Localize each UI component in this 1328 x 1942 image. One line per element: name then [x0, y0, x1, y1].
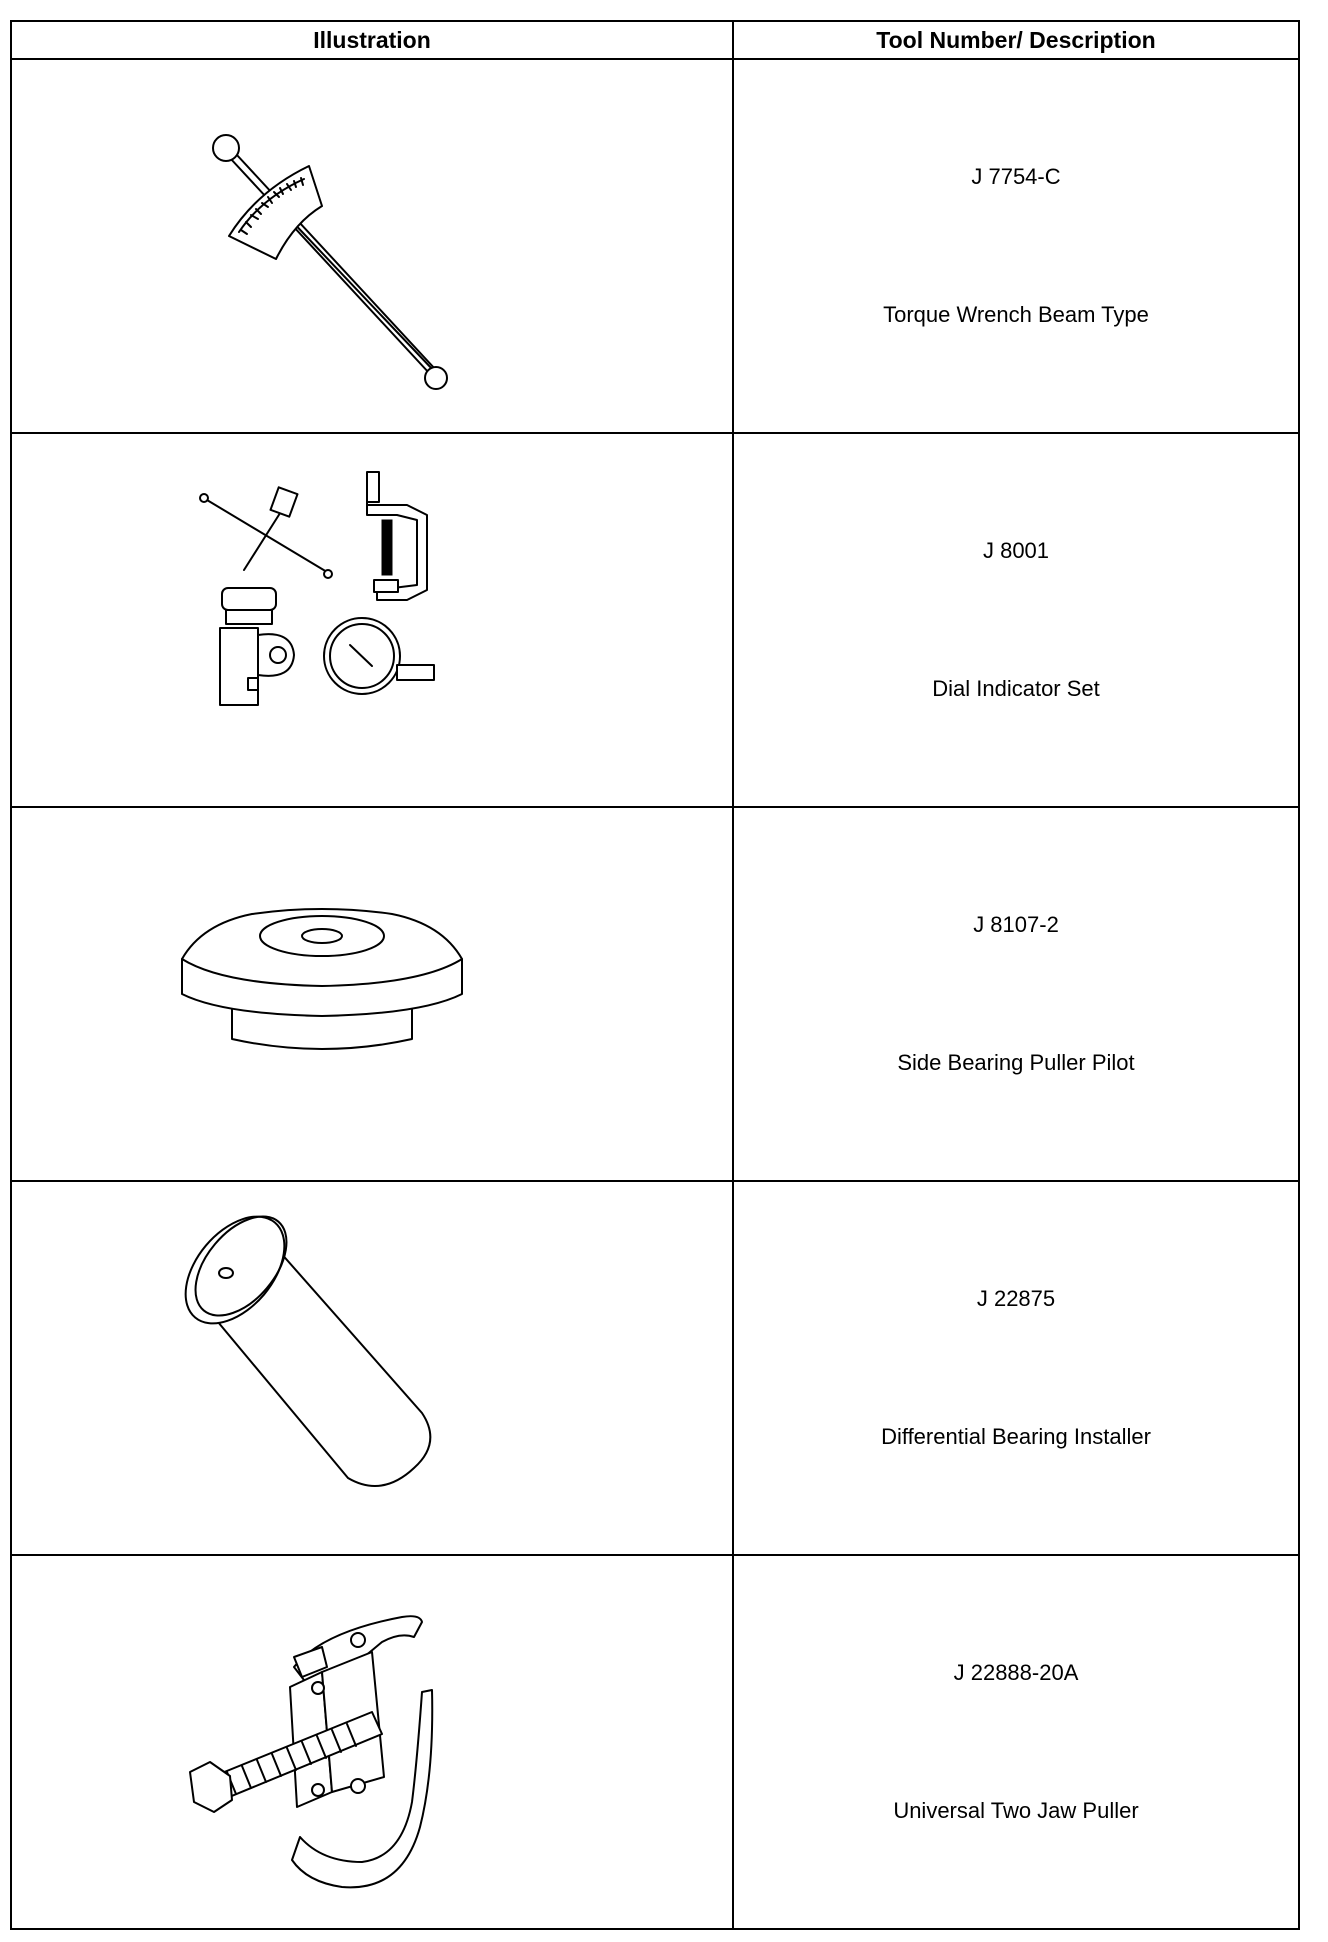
tool-description: Universal Two Jaw Puller [893, 1798, 1139, 1823]
tool-description: Torque Wrench Beam Type [883, 302, 1149, 327]
table-header-row [11, 21, 1299, 59]
tool-description: Side Bearing Puller Pilot [897, 1050, 1135, 1075]
tool-number: J 22888-20A [953, 1660, 1079, 1685]
tool-number: J 7754-C [971, 164, 1061, 189]
tool-description-cell [733, 1555, 1299, 1929]
illustration-cell [11, 1181, 733, 1555]
differential-bearing-installer-icon [22, 1188, 722, 1548]
tool-description-cell [733, 433, 1299, 807]
tool-description: Differential Bearing Installer [881, 1424, 1151, 1449]
tool-description-cell [733, 59, 1299, 433]
side-bearing-puller-pilot-icon [22, 814, 722, 1174]
table-row [11, 1181, 1299, 1555]
tool-header: Tool Number/ Description [733, 21, 1299, 59]
two-jaw-puller-icon [22, 1562, 722, 1922]
illustration-header: Illustration [11, 21, 733, 59]
illustration-cell [11, 807, 733, 1181]
tool-description-cell [733, 1181, 1299, 1555]
tool-number: J 8107-2 [973, 912, 1059, 937]
special-tools-table [10, 20, 1300, 1930]
torque-wrench-beam-icon [22, 66, 722, 426]
tool-number: J 22875 [976, 1286, 1056, 1311]
illustration-cell [11, 433, 733, 807]
tool-description: Dial Indicator Set [932, 676, 1100, 701]
table-row [11, 1555, 1299, 1929]
dial-indicator-set-icon [22, 440, 722, 800]
table-row [11, 807, 1299, 1181]
illustration-cell [11, 1555, 733, 1929]
table-row [11, 433, 1299, 807]
table-row [11, 59, 1299, 433]
tool-number: J 8001 [982, 538, 1050, 563]
illustration-cell [11, 59, 733, 433]
tool-description-cell [733, 807, 1299, 1181]
